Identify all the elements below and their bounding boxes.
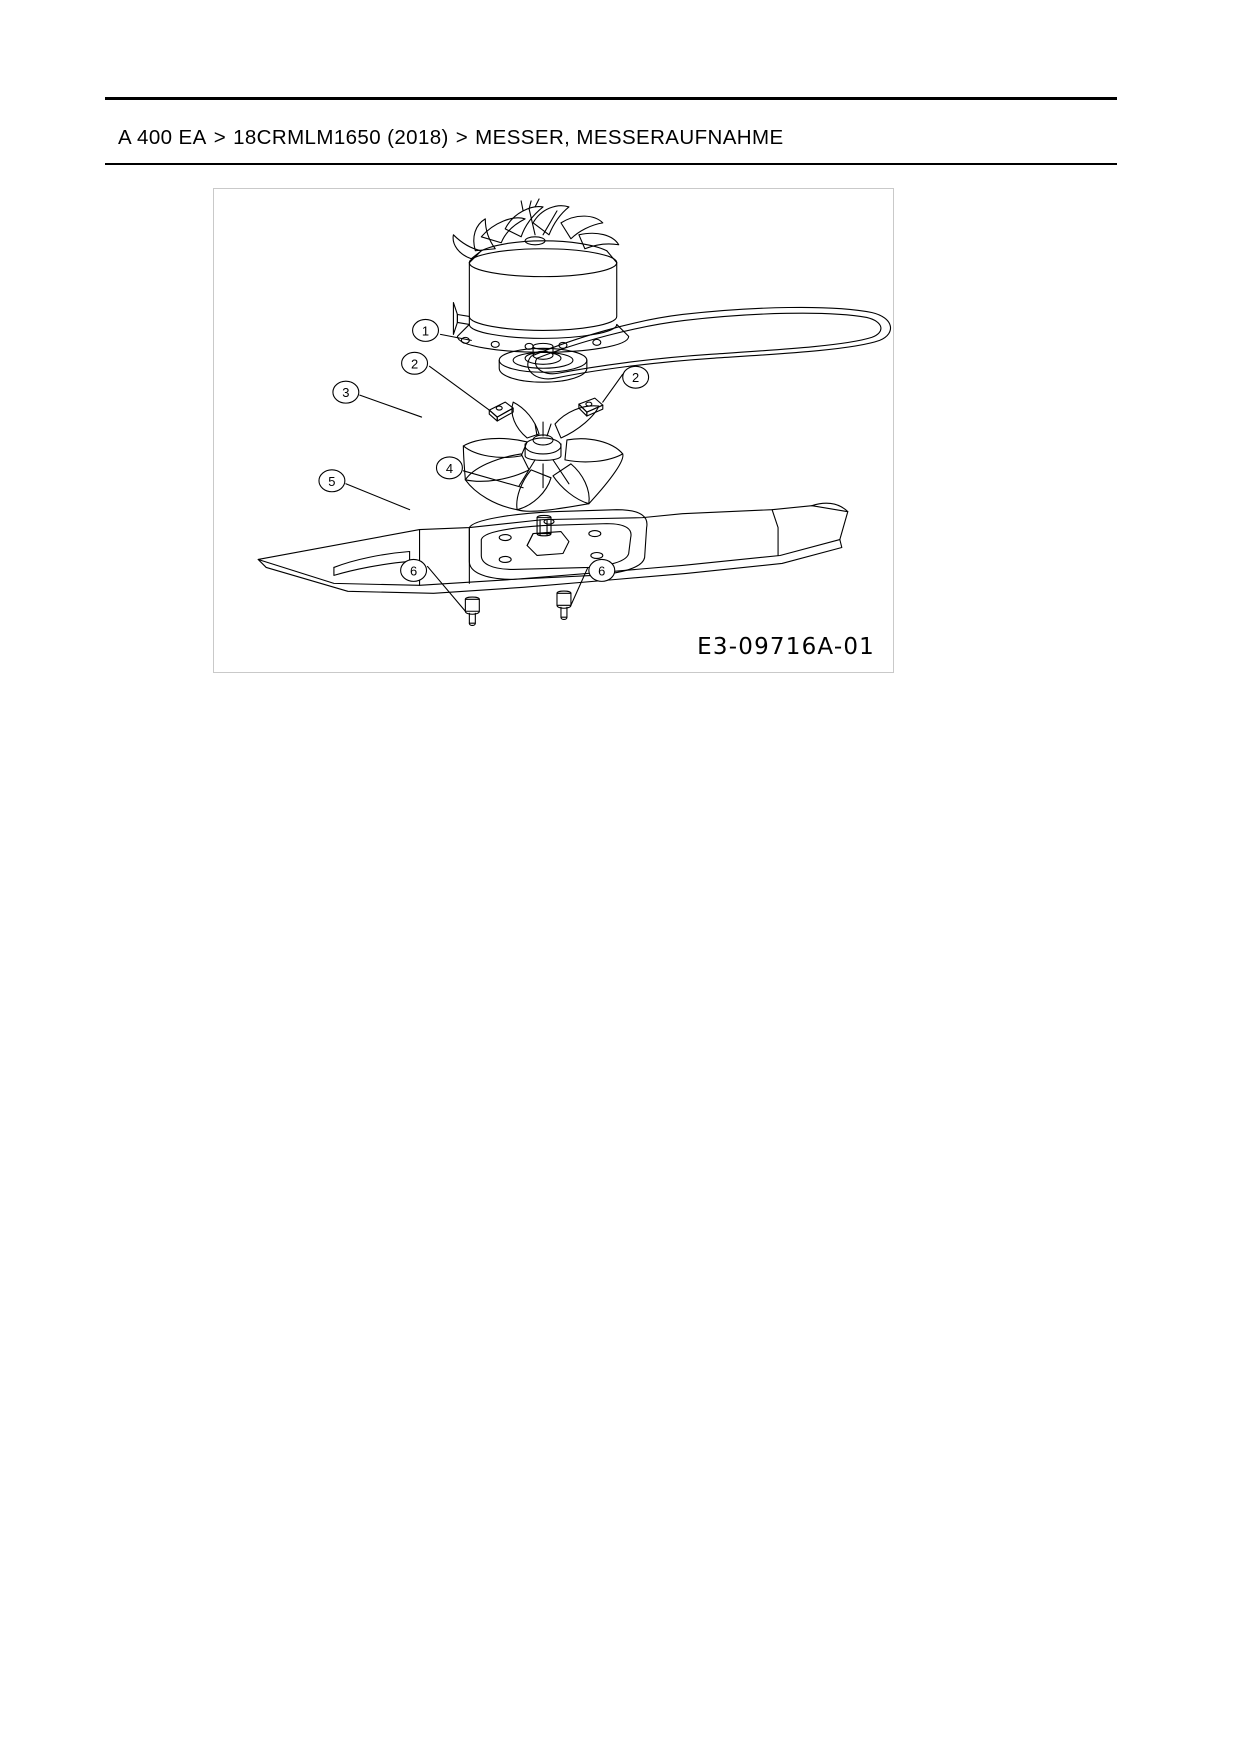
breadcrumb-model: A 400 EA <box>118 126 207 149</box>
breadcrumb <box>118 128 784 149</box>
callout-label-2a: 2 <box>410 356 419 372</box>
header-rule-top <box>105 97 1117 100</box>
breadcrumb-separator-1: > <box>213 126 227 149</box>
figure-code: E3-09716A-01 <box>697 634 875 660</box>
callout-label-2b: 2 <box>632 370 640 386</box>
parts-diagram-figure <box>213 188 894 673</box>
callout-label-4: 4 <box>445 460 454 476</box>
breadcrumb-part-number: 18CRMLM1650 (2018) <box>233 126 449 149</box>
header-rule-bottom <box>105 163 1117 165</box>
breadcrumb-section: MESSER, MESSERAUFNAHME <box>475 126 784 149</box>
callout-label-3: 3 <box>342 385 350 401</box>
callout-label-5: 5 <box>328 473 336 489</box>
callout-label-6a: 6 <box>409 563 418 579</box>
parts-diagram-drawing <box>214 189 893 672</box>
callout-label-1: 1 <box>421 323 430 339</box>
callout-label-6b: 6 <box>598 563 606 579</box>
breadcrumb-separator-2: > <box>455 126 469 149</box>
